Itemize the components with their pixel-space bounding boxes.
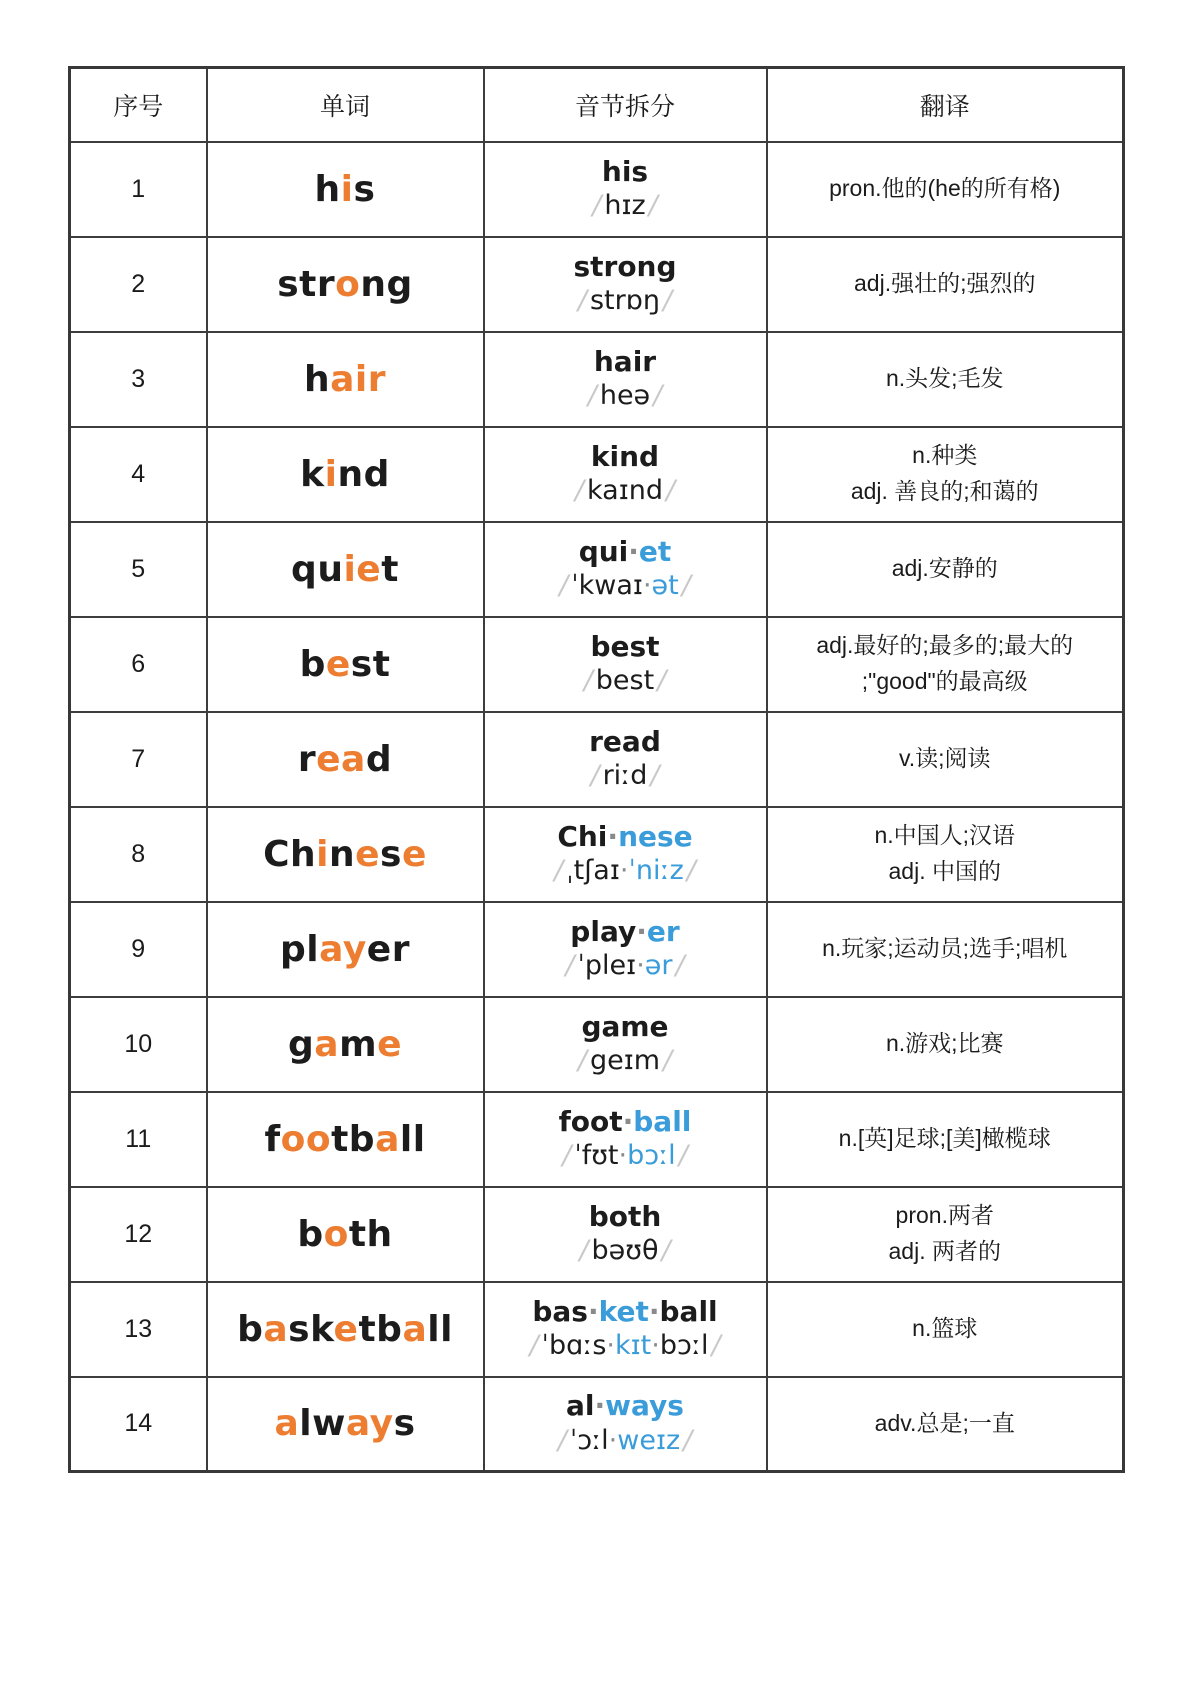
text-segment: lw bbox=[299, 1403, 346, 1445]
text-segment: tb bbox=[331, 1118, 376, 1160]
translation-line: v.读;阅读 bbox=[898, 745, 991, 772]
text-segment: · bbox=[619, 854, 629, 886]
word-cell bbox=[207, 1187, 484, 1282]
text-segment: k bbox=[300, 453, 325, 495]
text-segment: ng bbox=[360, 263, 413, 305]
text-segment: weɪz bbox=[617, 1424, 681, 1456]
text-segment: th bbox=[348, 1213, 393, 1255]
text-segment: ll bbox=[399, 1118, 426, 1160]
table-row bbox=[70, 1377, 1124, 1472]
syllable-cell bbox=[484, 902, 767, 997]
table-row bbox=[70, 997, 1124, 1092]
text-segment: nd bbox=[337, 453, 390, 495]
text-segment: ket bbox=[598, 1294, 649, 1328]
text-segment: ea bbox=[316, 738, 366, 780]
word-cell bbox=[207, 237, 484, 332]
text-segment: g bbox=[287, 1023, 315, 1065]
text-segment: b bbox=[297, 1213, 324, 1255]
text-segment: a bbox=[402, 1308, 428, 1350]
word-text bbox=[291, 549, 399, 590]
text-segment: hɪz bbox=[604, 189, 646, 221]
table-row bbox=[70, 902, 1124, 997]
text-segment: h bbox=[303, 358, 331, 400]
table-row bbox=[70, 142, 1124, 237]
text-segment: riːd bbox=[602, 759, 648, 791]
translation-line: adj.最好的;最多的;最大的 bbox=[816, 632, 1074, 659]
text-segment: st bbox=[350, 643, 391, 685]
word-text bbox=[280, 929, 410, 970]
text-segment: a bbox=[375, 1118, 400, 1160]
syllable-cell bbox=[484, 807, 767, 902]
translation-line: adj. 中国的 bbox=[888, 858, 1001, 884]
text-segment: e bbox=[325, 643, 351, 685]
text-segment: Chi bbox=[557, 819, 608, 853]
phonetic-segments bbox=[590, 1045, 660, 1076]
translation-line: n.中国人;汉语 bbox=[874, 822, 1016, 849]
vocab-table-container bbox=[68, 66, 1125, 1473]
phonetic-text bbox=[491, 1235, 760, 1267]
phonetic-open-slash: / bbox=[557, 1424, 567, 1456]
translation-cell bbox=[767, 712, 1124, 807]
text-segment: s bbox=[380, 833, 402, 875]
phonetic-close-slash: / bbox=[683, 1424, 693, 1456]
text-segment: er bbox=[646, 914, 680, 948]
syllable-text bbox=[491, 346, 760, 378]
word-cell bbox=[207, 332, 484, 427]
table-row bbox=[70, 427, 1124, 522]
translation-cell bbox=[767, 1092, 1124, 1187]
translation-cell bbox=[767, 1187, 1124, 1282]
text-segment: · bbox=[628, 534, 639, 568]
text-segment: qui bbox=[578, 534, 629, 568]
text-segment: strong bbox=[573, 249, 677, 283]
text-segment: · bbox=[636, 949, 645, 981]
translation-line: adj. 两者的 bbox=[888, 1238, 1001, 1264]
word-cell bbox=[207, 617, 484, 712]
phonetic-open-slash: / bbox=[583, 664, 593, 696]
translation-line: adj. 善良的;和蔼的 bbox=[850, 478, 1039, 504]
phonetic-segments bbox=[574, 1140, 675, 1171]
phonetic-segments bbox=[604, 190, 645, 221]
translation-cell bbox=[767, 522, 1124, 617]
text-segment: ay bbox=[319, 928, 367, 970]
translation-cell bbox=[767, 427, 1124, 522]
text-segment: oo bbox=[280, 1118, 332, 1160]
phonetic-close-slash: / bbox=[663, 1044, 673, 1076]
text-segment: a bbox=[314, 1023, 340, 1065]
text-segment: · bbox=[618, 1139, 628, 1171]
text-segment: et bbox=[638, 534, 672, 568]
text-segment: game bbox=[581, 1009, 669, 1043]
text-segment: d bbox=[365, 738, 393, 780]
row-index: 7 bbox=[70, 712, 207, 807]
text-segment: · bbox=[607, 819, 619, 853]
syllable-text bbox=[491, 726, 760, 758]
phonetic-close-slash: / bbox=[681, 569, 691, 601]
phonetic-open-slash: / bbox=[559, 569, 569, 601]
text-segment: ət bbox=[651, 569, 679, 601]
phonetic-open-slash: / bbox=[587, 379, 597, 411]
phonetic-open-slash: / bbox=[554, 854, 564, 886]
table-row bbox=[70, 1282, 1124, 1377]
row-index: 9 bbox=[70, 902, 207, 997]
syllable-text bbox=[491, 916, 760, 948]
word-cell bbox=[207, 807, 484, 902]
phonetic-open-slash: / bbox=[562, 1139, 572, 1171]
translation-cell bbox=[767, 1282, 1124, 1377]
table-row bbox=[70, 807, 1124, 902]
text-segment: e bbox=[333, 1308, 359, 1350]
text-segment: best bbox=[590, 629, 660, 663]
text-segment: o bbox=[323, 1213, 349, 1255]
word-cell bbox=[207, 712, 484, 807]
phonetic-segments bbox=[570, 1425, 680, 1456]
text-segment: a bbox=[274, 1403, 300, 1445]
translation-line: n.[英]足球;[美]橄榄球 bbox=[838, 1125, 1051, 1152]
translation-line: adv.总是;一直 bbox=[874, 1409, 1015, 1436]
word-cell bbox=[207, 142, 484, 237]
syllable-cell bbox=[484, 427, 767, 522]
word-text bbox=[263, 834, 427, 875]
syllable-cell bbox=[484, 1282, 767, 1377]
phonetic-close-slash: / bbox=[661, 1234, 671, 1266]
text-segment: qu bbox=[291, 548, 344, 590]
phonetic-text bbox=[491, 855, 760, 887]
text-segment: ˈbɑːs bbox=[541, 1329, 607, 1361]
phonetic-close-slash: / bbox=[711, 1329, 721, 1361]
word-cell bbox=[207, 997, 484, 1092]
header-row bbox=[70, 68, 1124, 142]
translation-cell bbox=[767, 332, 1124, 427]
table-row bbox=[70, 237, 1124, 332]
table-row bbox=[70, 1092, 1124, 1187]
syllable-text bbox=[491, 1390, 760, 1422]
phonetic-open-slash: / bbox=[574, 474, 584, 506]
text-segment: h bbox=[314, 168, 341, 210]
translation-line: n.头发;毛发 bbox=[885, 365, 1004, 392]
text-segment: heə bbox=[599, 379, 651, 411]
text-segment: · bbox=[622, 1104, 634, 1138]
syllable-text bbox=[491, 156, 760, 188]
phonetic-open-slash: / bbox=[565, 949, 575, 981]
text-segment: tb bbox=[358, 1308, 403, 1350]
text-segment: both bbox=[588, 1199, 662, 1233]
syllable-text bbox=[491, 631, 760, 663]
text-segment: m bbox=[339, 1023, 378, 1065]
text-segment: str bbox=[277, 263, 336, 305]
phonetic-close-slash: / bbox=[648, 189, 658, 221]
text-segment: bəʊθ bbox=[591, 1234, 659, 1266]
text-segment: kaɪnd bbox=[587, 474, 663, 506]
phonetic-close-slash: / bbox=[678, 1139, 688, 1171]
text-segment: foot bbox=[558, 1104, 623, 1138]
phonetic-open-slash: / bbox=[590, 759, 600, 791]
row-index: 5 bbox=[70, 522, 207, 617]
phonetic-segments bbox=[592, 1235, 659, 1266]
row-index: 2 bbox=[70, 237, 207, 332]
syllable-text bbox=[491, 1296, 760, 1328]
phonetic-text bbox=[491, 1140, 760, 1172]
word-text bbox=[264, 1119, 425, 1160]
row-index: 12 bbox=[70, 1187, 207, 1282]
syllable-cell bbox=[484, 237, 767, 332]
text-segment: strɒŋ bbox=[589, 284, 660, 316]
phonetic-close-slash: / bbox=[663, 284, 673, 316]
word-cell bbox=[207, 522, 484, 617]
syllable-text bbox=[491, 251, 760, 283]
text-segment: n bbox=[328, 833, 356, 875]
syllable-cell bbox=[484, 522, 767, 617]
phonetic-text bbox=[491, 760, 760, 792]
translation-line: pron.他的(he的所有格) bbox=[829, 175, 1061, 202]
text-segment: e bbox=[377, 1023, 402, 1065]
text-segment: er bbox=[366, 928, 410, 970]
text-segment: play bbox=[570, 914, 637, 948]
row-index: 6 bbox=[70, 617, 207, 712]
phonetic-text bbox=[491, 190, 760, 222]
phonetic-close-slash: / bbox=[666, 474, 676, 506]
syllable-cell bbox=[484, 142, 767, 237]
word-text bbox=[297, 1214, 392, 1255]
syllable-cell bbox=[484, 997, 767, 1092]
text-segment: best bbox=[595, 664, 655, 696]
word-text bbox=[277, 264, 413, 305]
syllable-cell bbox=[484, 712, 767, 807]
translation-line: pron.两者 bbox=[895, 1202, 994, 1229]
row-index: 4 bbox=[70, 427, 207, 522]
vocab-table bbox=[68, 66, 1125, 1473]
phonetic-open-slash: / bbox=[592, 189, 602, 221]
translation-line: adj.强壮的;强烈的 bbox=[854, 270, 1036, 297]
text-segment: ie bbox=[343, 548, 382, 590]
text-segment: air bbox=[330, 358, 387, 400]
phonetic-text bbox=[491, 1330, 760, 1362]
syllable-cell bbox=[484, 1092, 767, 1187]
text-segment: ay bbox=[345, 1403, 394, 1445]
text-segment: · bbox=[606, 1329, 616, 1361]
phonetic-segments bbox=[590, 285, 660, 316]
syllable-cell bbox=[484, 332, 767, 427]
syllable-cell bbox=[484, 1377, 767, 1472]
table-row bbox=[70, 332, 1124, 427]
phonetic-close-slash: / bbox=[650, 759, 660, 791]
text-segment: s bbox=[393, 1403, 416, 1445]
phonetic-text bbox=[491, 1045, 760, 1077]
text-segment: · bbox=[636, 914, 647, 948]
text-segment: bɔːl bbox=[659, 1329, 709, 1361]
word-cell bbox=[207, 1377, 484, 1472]
phonetic-text bbox=[491, 665, 760, 697]
text-segment: ˈfʊt bbox=[574, 1139, 619, 1171]
word-text bbox=[275, 1403, 416, 1444]
syllable-text bbox=[491, 536, 760, 568]
syllable-text bbox=[491, 1011, 760, 1043]
col-header-translation: 翻译 bbox=[767, 68, 1124, 142]
phonetic-segments bbox=[542, 1330, 709, 1361]
col-header-syllable: 音节拆分 bbox=[484, 68, 767, 142]
table-row bbox=[70, 712, 1124, 807]
syllable-text bbox=[491, 821, 760, 853]
text-segment: ˌtʃaɪ bbox=[566, 854, 620, 886]
text-segment: ll bbox=[427, 1308, 453, 1350]
word-cell bbox=[207, 1092, 484, 1187]
text-segment: i bbox=[324, 453, 338, 495]
phonetic-open-slash: / bbox=[577, 1044, 587, 1076]
translation-line: n.游戏;比赛 bbox=[885, 1030, 1004, 1057]
word-text bbox=[298, 739, 392, 780]
phonetic-text bbox=[491, 380, 760, 412]
text-segment: ˈpleɪ bbox=[577, 949, 637, 981]
row-index: 11 bbox=[70, 1092, 207, 1187]
text-segment: a bbox=[263, 1308, 289, 1350]
row-index: 14 bbox=[70, 1377, 207, 1472]
text-segment: o bbox=[335, 263, 361, 305]
row-index: 10 bbox=[70, 997, 207, 1092]
row-index: 3 bbox=[70, 332, 207, 427]
phonetic-segments bbox=[571, 570, 679, 601]
word-text bbox=[300, 644, 391, 685]
text-segment: · bbox=[648, 1294, 660, 1328]
text-segment: ball bbox=[633, 1104, 692, 1138]
phonetic-text bbox=[491, 570, 760, 602]
text-segment: · bbox=[608, 1424, 618, 1456]
phonetic-text bbox=[491, 475, 760, 507]
phonetic-close-slash: / bbox=[657, 664, 667, 696]
text-segment: pl bbox=[280, 928, 320, 970]
word-cell bbox=[207, 1282, 484, 1377]
translation-line: n.玩家;运动员;选手;唱机 bbox=[822, 935, 1068, 962]
translation-cell bbox=[767, 237, 1124, 332]
text-segment: al bbox=[566, 1389, 595, 1423]
syllable-cell bbox=[484, 1187, 767, 1282]
text-segment: ways bbox=[605, 1389, 684, 1423]
phonetic-text bbox=[491, 950, 760, 982]
phonetic-open-slash: / bbox=[577, 284, 587, 316]
translation-cell bbox=[767, 807, 1124, 902]
syllable-text bbox=[491, 1201, 760, 1233]
row-index: 1 bbox=[70, 142, 207, 237]
syllable-cell bbox=[484, 617, 767, 712]
text-segment: nese bbox=[618, 819, 693, 853]
table-body bbox=[70, 142, 1124, 1472]
table-row bbox=[70, 1187, 1124, 1282]
word-text bbox=[300, 454, 390, 495]
text-segment: ər bbox=[644, 949, 673, 981]
syllable-text bbox=[491, 1106, 760, 1138]
text-segment: geɪm bbox=[589, 1044, 661, 1076]
phonetic-segments bbox=[600, 380, 650, 411]
text-segment: ˈɔːl bbox=[569, 1424, 609, 1456]
phonetic-open-slash: / bbox=[579, 1234, 589, 1266]
translation-cell bbox=[767, 902, 1124, 997]
text-segment: b bbox=[299, 643, 326, 685]
text-segment: · bbox=[594, 1389, 606, 1423]
translation-cell bbox=[767, 617, 1124, 712]
word-cell bbox=[207, 902, 484, 997]
text-segment: sk bbox=[288, 1308, 334, 1350]
text-segment: s bbox=[353, 168, 376, 210]
text-segment: kɪt bbox=[615, 1329, 652, 1361]
text-segment: ˈkwaɪ bbox=[571, 569, 643, 601]
translation-cell bbox=[767, 1377, 1124, 1472]
table-row bbox=[70, 522, 1124, 617]
text-segment: · bbox=[587, 1294, 599, 1328]
syllable-text bbox=[491, 441, 760, 473]
text-segment: · bbox=[642, 569, 652, 601]
phonetic-close-slash: / bbox=[653, 379, 663, 411]
phonetic-close-slash: / bbox=[686, 854, 696, 886]
word-text bbox=[315, 169, 376, 210]
phonetic-text bbox=[491, 1425, 760, 1457]
text-segment: t bbox=[381, 548, 399, 590]
phonetic-text bbox=[491, 285, 760, 317]
text-segment: Ch bbox=[263, 833, 317, 875]
phonetic-segments bbox=[577, 950, 672, 981]
translation-cell bbox=[767, 142, 1124, 237]
text-segment: b bbox=[237, 1308, 264, 1350]
translation-cell bbox=[767, 997, 1124, 1092]
translation-line: ;"good"的最高级 bbox=[861, 668, 1028, 694]
text-segment: ball bbox=[659, 1294, 718, 1328]
word-text bbox=[237, 1309, 453, 1350]
row-index: 13 bbox=[70, 1282, 207, 1377]
phonetic-segments bbox=[566, 855, 684, 886]
phonetic-segments bbox=[587, 475, 663, 506]
row-index: 8 bbox=[70, 807, 207, 902]
text-segment: bas bbox=[532, 1294, 588, 1328]
col-header-word: 单词 bbox=[207, 68, 484, 142]
table-row bbox=[70, 617, 1124, 712]
phonetic-segments bbox=[603, 760, 648, 791]
col-header-index: 序号 bbox=[70, 68, 207, 142]
text-segment: · bbox=[651, 1329, 660, 1361]
word-text bbox=[288, 1024, 402, 1065]
phonetic-segments bbox=[596, 665, 654, 696]
translation-line: n.种类 bbox=[912, 442, 978, 469]
text-segment: e bbox=[401, 833, 427, 875]
word-text bbox=[304, 359, 386, 400]
phonetic-open-slash: / bbox=[529, 1329, 539, 1361]
text-segment: e bbox=[355, 833, 381, 875]
text-segment: hair bbox=[593, 344, 657, 378]
text-segment: his bbox=[601, 154, 649, 188]
text-segment: i bbox=[316, 833, 329, 875]
text-segment: ˈniːz bbox=[628, 854, 684, 886]
phonetic-close-slash: / bbox=[675, 949, 685, 981]
text-segment: read bbox=[589, 724, 661, 758]
word-cell bbox=[207, 427, 484, 522]
text-segment: i bbox=[340, 168, 354, 210]
translation-line: adj.安静的 bbox=[891, 555, 998, 582]
translation-line: n.篮球 bbox=[912, 1315, 978, 1342]
text-segment: kind bbox=[590, 439, 660, 473]
text-segment: bɔːl bbox=[627, 1139, 676, 1171]
text-segment: r bbox=[297, 738, 317, 780]
text-segment: f bbox=[264, 1118, 281, 1160]
